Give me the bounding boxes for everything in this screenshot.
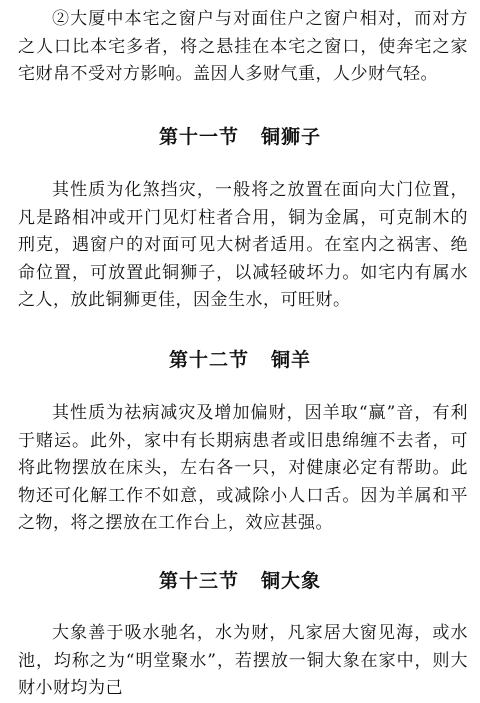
section-title: 铜狮子 [261, 126, 322, 148]
section-number: 第十三节 [158, 570, 239, 592]
section-number: 第十一节 [158, 126, 239, 148]
paragraph-copper-elephant: 大象善于吸水驰名，水为财，凡家居大窗见海，或水池，均称之为“明堂聚水”，若摆放一铜大象在家中，则大财小财均为己 [18, 623, 468, 698]
section-number: 第十二节 [168, 349, 249, 371]
section-heading-copper-goat [0, 345, 480, 372]
section-title: 铜羊 [271, 349, 312, 371]
paragraph-copper-goat: 其性质为祛病减灾及增加偏财，因羊取“赢”音，有利于赌运。此外，家中有长期病患者或旧患绵缠不去者，可将此物摆放在床头，左右各一只，对健康必定有帮助。此物还可化解工作不如意，或减除小人口舌。因为羊属和平之物，将之摆放在工作台上，效应甚强。 [18, 403, 468, 533]
section-title: 铜大象 [261, 570, 322, 592]
section-heading-copper-elephant [0, 566, 480, 593]
paragraph-copper-lion: 其性质为化煞挡灾，一般将之放置在面向大门位置，凡是路相冲或开门见灯柱者合用，铜为金属，可克制木的刑克，遇窗户的对面可见大树者适用。在室内之祸害、绝命位置，可放置此铜狮子，以减轻破坏力。如宅内有属水之人，放此铜狮更佳，因金生水，可旺财。 [18, 180, 468, 310]
paragraph-window-placement: ②大厦中本宅之窗户与对面住户之窗户相对，而对方之人口比本宅多者，将之悬挂在本宅之窗口，使奔宅之家宅财帛不受对方影响。盖因人多财气重，人少财气轻。 [18, 9, 468, 84]
section-heading-copper-lion [0, 122, 480, 149]
